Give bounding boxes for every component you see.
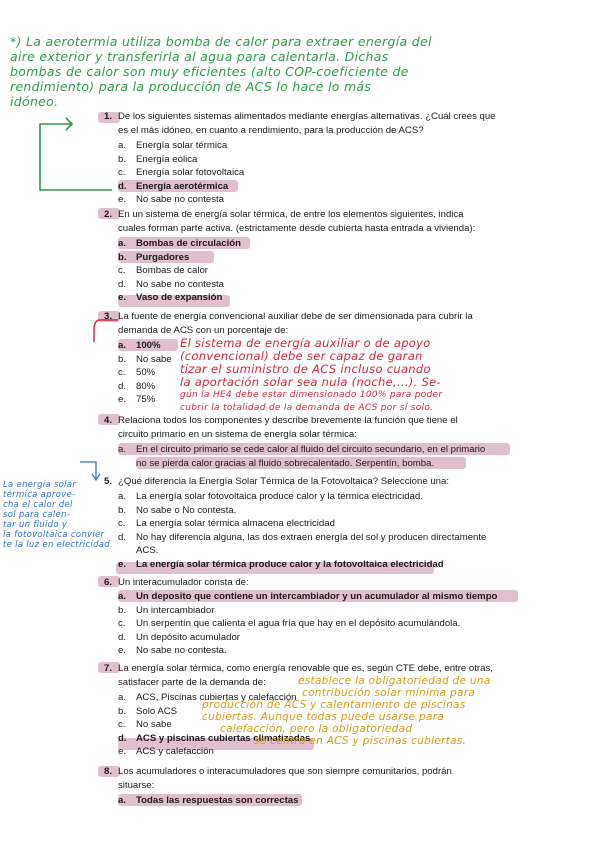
question-number: 4.: [104, 415, 113, 426]
question-text: circuito primario en un sistema de energía solar térmica:: [118, 428, 357, 440]
option-a-selected[interactable]: a. Todas las respuestas son correctas: [118, 795, 299, 806]
option-c[interactable]: c. No sabe: [118, 719, 172, 730]
note-line: gún la HE4 debe estar dimensionado 100% para poder: [180, 390, 443, 400]
question-text: Los acumuladores o interacumuladores que son siempre comunitarios, podrán: [118, 766, 452, 777]
question-text: situarse:: [118, 779, 155, 791]
option-e-selected[interactable]: e. Vaso de expansión: [118, 292, 223, 303]
question-2: [104, 208, 475, 235]
question-text: satisfacer parte de la demanda de:: [118, 676, 266, 688]
option-b[interactable]: b. Energía eólica: [118, 153, 198, 165]
note-line: (convencional) debe ser capaz de garan: [180, 349, 423, 363]
option-d[interactable]: d. No sabe no contesta: [118, 278, 225, 290]
note-line: cubiertas. Aunque todas puede usarse para: [202, 711, 445, 723]
question-2-options: [118, 237, 241, 305]
question-5: [104, 475, 449, 489]
question-text: es el más idóneo, en cuanto a rendimiento, para la producción de ACS?: [118, 124, 424, 136]
question-4: [104, 414, 458, 441]
note-line: cubrir la totalidad de la demanda de ACS por sí solo.: [180, 403, 434, 413]
note-line: bombas de calor son muy eficientes (alto COP-coeficiente de: [10, 64, 409, 79]
option-d-selected[interactable]: d. Energía aerotérmica: [118, 180, 229, 192]
note-line: te la luz en electricidad: [3, 540, 110, 550]
question-8: [104, 765, 452, 792]
question-text: Relaciona todos los componentes y describe brevemente la función que tiene el: [118, 415, 458, 426]
option-d-selected[interactable]: d. ACS y piscinas cubiertas climatizadas: [118, 732, 311, 744]
question-text: En un sistema de energía solar térmica, de entre los elementos siguientes, indica: [118, 209, 464, 220]
note-line: producción de ACS y calentamiento de piscinas: [202, 699, 466, 711]
note-line: *) La aerotermia utiliza bomba de calor para extraer energía del: [10, 34, 432, 49]
note-line: El sistema de energía auxiliar o de apoyo: [180, 336, 431, 350]
option-c[interactable]: c. Un serpentín que calienta el agua fría que hay en el depósito acumulándola.: [118, 618, 461, 629]
note-line: térmica aprove-: [3, 490, 76, 500]
question-text: La energía solar térmica, como energía renovable que es, según CTE debe, entre otras,: [118, 663, 493, 674]
question-6-options: [118, 590, 497, 658]
option-b[interactable]: b. No sabe: [118, 353, 172, 365]
note-line: La energía solar: [3, 480, 77, 490]
question-text: De los siguientes sistemas alimentados mediante energías alternativas. ¿Cuál crees que: [118, 111, 496, 122]
question-number: 3.: [104, 311, 113, 322]
note-line: la fotovoltaica convier: [3, 530, 105, 540]
option-e[interactable]: e. ACS y calefacción: [118, 746, 214, 757]
question-number: 7.: [104, 663, 113, 674]
option-b[interactable]: b. Un intercambiador: [118, 604, 215, 616]
option-a-selected[interactable]: a. 100%: [118, 340, 161, 351]
option-b[interactable]: b. No sabe o No contesta.: [118, 504, 237, 516]
option-a-continued: no se pierda calor gracias al fluido sobrecalentado. Serpentín, bomba.: [136, 457, 435, 469]
note-line: se centra en ACS y piscinas cubiertas.: [254, 735, 467, 747]
question-5-options: [118, 490, 486, 571]
question-8-options: [118, 794, 298, 808]
question-6: [104, 576, 249, 590]
option-d[interactable]: d. No hay diferencia alguna, las dos extraen energía del sol y producen directamente: [118, 531, 487, 543]
note-line: tizar el suministro de ACS incluso cuando: [180, 362, 431, 376]
note-line: contribución solar mínima para: [302, 687, 476, 699]
option-e[interactable]: e. 75%: [118, 394, 156, 405]
note-line: calefacción, pero la obligatoriedad: [220, 723, 413, 735]
option-e[interactable]: e. No sabe no contesta.: [118, 645, 227, 656]
note-line: tar un fluido y: [3, 520, 68, 530]
option-a-selected[interactable]: a. Bombas de circulación: [118, 238, 242, 249]
question-text: Un interacumulador consta de:: [118, 577, 249, 588]
blue-handwritten-note: [3, 480, 110, 550]
question-3-options: [118, 339, 172, 407]
green-handwritten-note: [10, 34, 432, 109]
option-e-selected[interactable]: e. La energía solar térmica produce calor y la fotovoltaica electricidad: [118, 558, 444, 570]
option-a[interactable]: a. Energía solar térmica: [118, 140, 228, 151]
question-text: demanda de ACS con un porcentaje de:: [118, 324, 289, 336]
question-text: cuales forman parte activa. (estrictamente desde cubierta hasta entrada a vivienda):: [118, 222, 476, 234]
question-text: ¿Qué diferencia la Energía Solar Térmica de la Fotovoltaica? Seleccione una:: [118, 476, 449, 487]
option-e[interactable]: e. No sabe no contesta: [118, 194, 225, 205]
option-a[interactable]: a. La energía solar fotovoltaica produce calor y la térmica electricidad.: [118, 491, 423, 502]
note-line: establece la obligatoriedad de una: [298, 675, 491, 687]
question-number: 8.: [104, 766, 113, 777]
red-handwritten-note: [180, 337, 442, 415]
option-c[interactable]: c. La energía solar térmica almacena electricidad: [118, 518, 335, 529]
option-d[interactable]: d. Un depósito acumulador: [118, 631, 240, 643]
question-number: 6.: [104, 577, 113, 588]
option-c[interactable]: c. 50%: [118, 367, 156, 378]
question-1-options: [118, 139, 244, 207]
question-number: 5.: [104, 476, 113, 487]
question-number: 1.: [104, 111, 113, 122]
option-b[interactable]: b. Solo ACS: [118, 705, 178, 717]
question-4-options: [118, 443, 485, 470]
option-c[interactable]: c. Energía solar fotovoltaica: [118, 167, 245, 178]
note-line: sol para calen-: [3, 510, 71, 520]
option-a[interactable]: a. En el circuito primario se cede calor al fluido del circuito secundario, en el primario: [118, 444, 486, 455]
question-3: [104, 310, 473, 337]
question-number: 2.: [104, 209, 113, 220]
option-d[interactable]: d. 80%: [118, 380, 156, 392]
note-line: aire exterior y transferirla al agua para calentarla. Dichas: [10, 49, 389, 64]
note-line: cha el calor del: [3, 500, 73, 510]
option-d-continued: ACS.: [136, 545, 159, 556]
question-1: [104, 110, 496, 137]
option-c[interactable]: c. Bombas de calor: [118, 265, 208, 276]
question-text: La fuente de energía convencional auxiliar debe de ser dimensionada para cubrir la: [118, 311, 473, 322]
option-a-selected[interactable]: a. Un deposito que contiene un intercambiador y un acumulador al mismo tiempo: [118, 591, 498, 602]
note-line: rendimiento) para la producción de ACS lo hace lo más: [10, 79, 372, 94]
note-line: la aportación solar sea nula (noche,...). Se-: [180, 375, 441, 389]
note-line: idóneo.: [10, 94, 59, 109]
option-a[interactable]: a. ACS, Piscinas cubiertas y calefacción: [118, 692, 297, 703]
option-b-selected[interactable]: b. Purgadores: [118, 251, 190, 263]
